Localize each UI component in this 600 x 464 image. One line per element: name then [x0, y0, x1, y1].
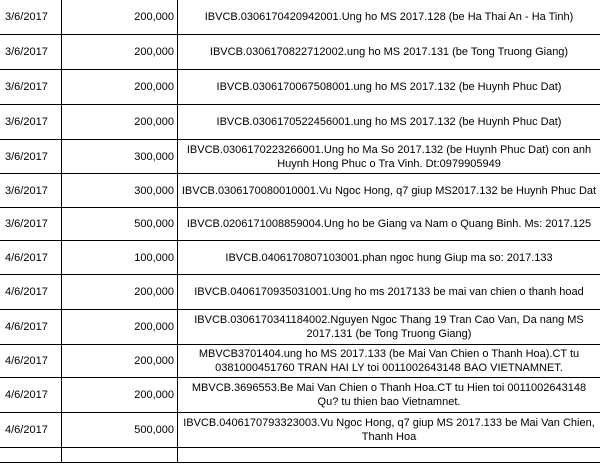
- description-cell: IBVCB.0306170522456001.ung ho MS 2017.132 (be Huynh Phuc Dat): [178, 105, 600, 140]
- date-cell: 4/6/2017: [0, 345, 62, 378]
- amount-cell: 200,000: [62, 345, 178, 378]
- table-row: [0, 208, 600, 241]
- table-row: [0, 275, 600, 310]
- description-cell: IBVCB.0406170935031001.Ung ho ms 2017133 be mai van chien o thanh hoad: [178, 275, 600, 310]
- amount-cell: 200,000: [62, 275, 178, 310]
- description-cell: IBVCB.0306170341184002.Nguyen Ngoc Thang 19 Tran Cao Van, Da nang MS 2017.131 (be Tong Truong Giang): [178, 310, 600, 345]
- table-row: [0, 35, 600, 70]
- description-cell: IBVCB.0306170822712002.ung ho MS 2017.131 (be Tong Truong Giang): [178, 35, 600, 70]
- description-cell: [178, 448, 600, 463]
- date-cell: 3/6/2017: [0, 0, 62, 35]
- table-row: [0, 310, 600, 345]
- date-cell: 3/6/2017: [0, 140, 62, 174]
- description-cell: IBVCB.0306170080010001.Vu Ngoc Hong, q7 giup MS2017.132 be Huynh Phuc Dat: [178, 174, 600, 208]
- date-cell: 3/6/2017: [0, 70, 62, 105]
- amount-cell: 200,000: [62, 70, 178, 105]
- date-cell: [0, 448, 62, 463]
- table-row: [0, 345, 600, 378]
- table-row: [0, 70, 600, 105]
- date-cell: 3/6/2017: [0, 35, 62, 70]
- amount-cell: [62, 448, 178, 463]
- table-row: [0, 105, 600, 140]
- amount-cell: 200,000: [62, 378, 178, 413]
- date-cell: 4/6/2017: [0, 241, 62, 275]
- amount-cell: 200,000: [62, 35, 178, 70]
- date-cell: 4/6/2017: [0, 378, 62, 413]
- amount-cell: 100,000: [62, 241, 178, 275]
- table-row: [0, 140, 600, 174]
- date-cell: 3/6/2017: [0, 174, 62, 208]
- table-row: [0, 448, 600, 463]
- date-cell: 3/6/2017: [0, 105, 62, 140]
- table-row: [0, 241, 600, 275]
- description-cell: IBVCB.0206171008859004.Ung ho be Giang va Nam o Quang Binh. Ms: 2017.125: [178, 208, 600, 241]
- amount-cell: 300,000: [62, 140, 178, 174]
- date-cell: 4/6/2017: [0, 413, 62, 448]
- table-row: [0, 378, 600, 413]
- amount-cell: 500,000: [62, 208, 178, 241]
- description-cell: MBVCB3701404.ung ho MS 2017.133 (be Mai Van Chien o Thanh Hoa).CT tu 0381000451760 TRAN HAI LY toi 0011002643148 BAO VIETNAMNET.: [178, 345, 600, 378]
- description-cell: MBVCB.3696553.Be Mai Van Chien o Thanh Hoa.CT tu Hien toi 0011002643148 Qu? tu thien bao Vietnamnet.: [178, 378, 600, 413]
- table-row: [0, 0, 600, 35]
- date-cell: 3/6/2017: [0, 208, 62, 241]
- description-cell: IBVCB.0306170223266001.Ung ho Ma So 2017.132 (be Huynh Phuc Dat) con anh Huynh Hong Phuc o Tra Vinh. Dt:0979905949: [178, 140, 600, 174]
- amount-cell: 200,000: [62, 0, 178, 35]
- amount-cell: 200,000: [62, 105, 178, 140]
- date-cell: 4/6/2017: [0, 275, 62, 310]
- date-cell: 4/6/2017: [0, 310, 62, 345]
- table-row: [0, 413, 600, 448]
- description-cell: IBVCB.0306170420942001.Ung ho MS 2017.128 (be Ha Thai An - Ha Tinh): [178, 0, 600, 35]
- amount-cell: 300,000: [62, 174, 178, 208]
- amount-cell: 200,000: [62, 310, 178, 345]
- table-row: [0, 174, 600, 208]
- description-cell: IBVCB.0406170807103001.phan ngoc hung Giup ma so: 2017.133: [178, 241, 600, 275]
- description-cell: IBVCB.0406170793323003.Vu Ngoc Hong, q7 giup MS 2017.133 be Mai Van Chien, Thanh Hoa: [178, 413, 600, 448]
- amount-cell: 500,000: [62, 413, 178, 448]
- description-cell: IBVCB.0306170067508001.ung ho MS 2017.132 (be Huynh Phuc Dat): [178, 70, 600, 105]
